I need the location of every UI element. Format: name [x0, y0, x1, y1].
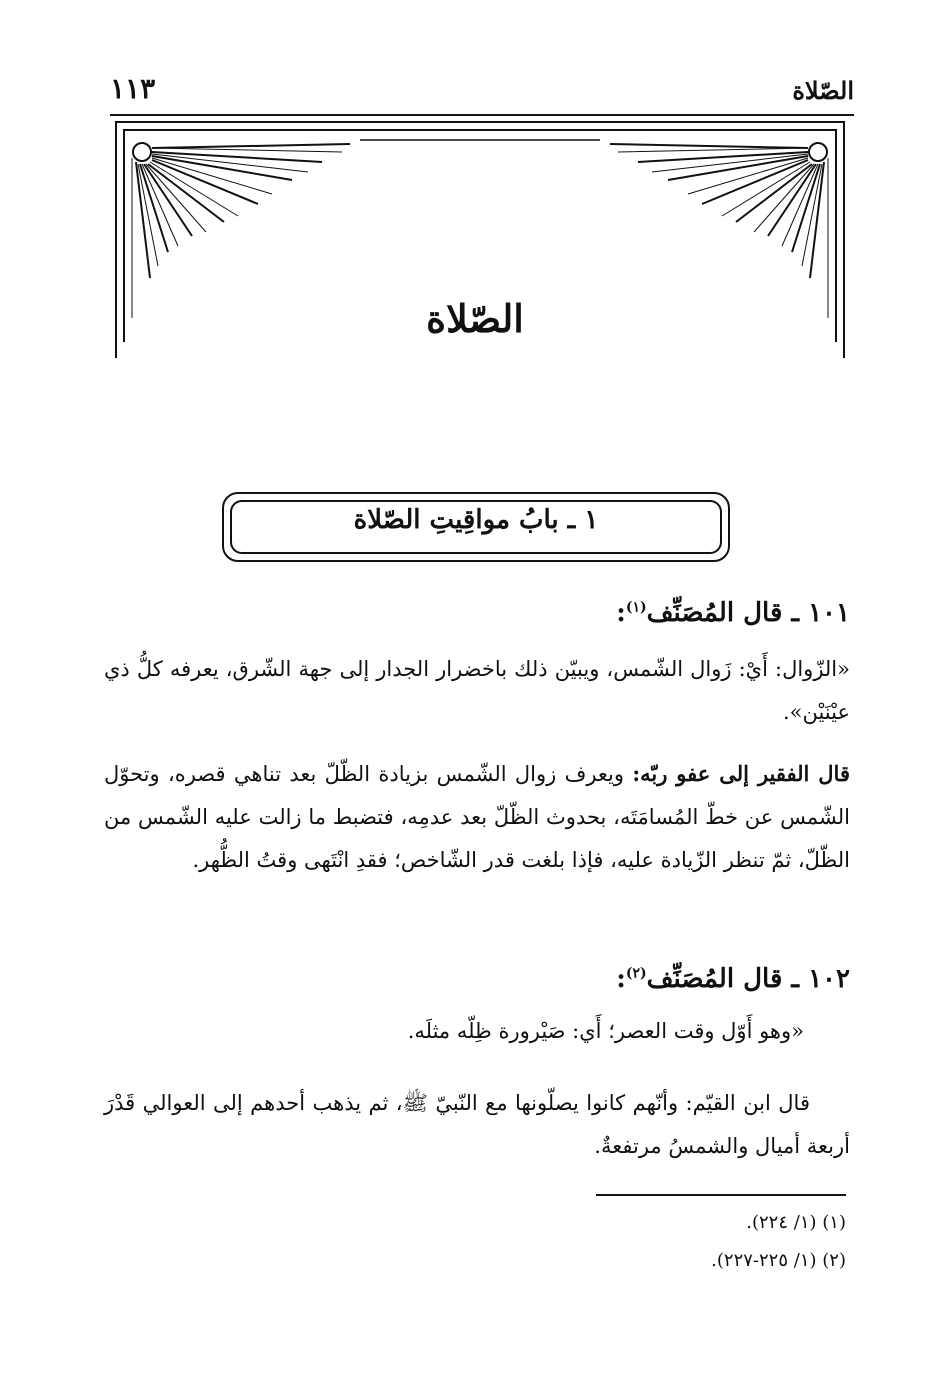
chapter-title: الصّلاة	[426, 296, 524, 341]
item-101-heading	[104, 598, 850, 628]
footnote-rule	[596, 1194, 846, 1196]
footnote-ref-2: (٢)	[625, 965, 647, 982]
section-title: ١ ـ بابُ مواقِيتِ الصّلاة	[353, 505, 599, 535]
item-101-heading-text: ١٠١ ـ قال المُصَنِّف	[646, 598, 850, 628]
item-101-commentary	[104, 752, 850, 882]
item-102-commentary: قال ابن القيّم: وأنّهم كانوا يصلّونها مع النّبيّ ﷺ، ثم يذهب أحدهم إلى العوالي قَدْرَ أربعة أميال والشمسُ مرتفعةٌ.	[104, 1091, 850, 1158]
item-102-colon: :	[616, 964, 626, 994]
header-rule	[110, 114, 854, 116]
header-chapter-title: الصّلاة	[792, 76, 854, 105]
item-102-heading	[104, 964, 850, 994]
footnote-ref-1: (١)	[625, 599, 647, 616]
commentary-lead: قال الفقير إلى عفو ربّه:	[632, 761, 850, 786]
running-header	[110, 70, 854, 114]
item-102-quote: «وهو أَوّل وقت العصر؛ أَي: صَيْرورة ظِلّه مثلَه.	[407, 1019, 804, 1043]
footnote-1-text: (١/ ٢٢٤).	[746, 1212, 817, 1233]
page-number: ١١٣	[110, 72, 156, 105]
footnote-1-num: (١)	[822, 1212, 846, 1233]
commentary-text: ويعرف زوال الشّمس بزيادة الظّلّ بعد تناهي قصره، وتحوّل الشّمس عن خطّ المُسامَتَه، بحدوث الظّلّ بعد عدمِه، فتضبط ما زالت عليه الشّمس من الظّلّ، ثمّ تنظر الزّيادة عليه، فإذا بلغت قدر الشّاخص؛ فقدِ انْتَهى وقتُ الظُّهر.	[104, 762, 850, 872]
footnote-1	[104, 1212, 846, 1233]
footnote-2	[104, 1250, 846, 1271]
item-102-heading-text: ١٠٢ ـ قال المُصَنِّف	[646, 964, 850, 994]
item-101-colon: :	[616, 598, 626, 628]
footnote-2-text: (١/ ٢٢٥-٢٢٧).	[711, 1250, 817, 1271]
item-101-quote: «الزّوال: أَيْ: زَوال الشّمس، ويبيّن ذلك باخضرار الجدار إلى جهة الشّرق، يعرفه كلُّ ذي عيْنَيْن».	[104, 657, 850, 724]
footnote-2-num: (٢)	[822, 1250, 846, 1271]
